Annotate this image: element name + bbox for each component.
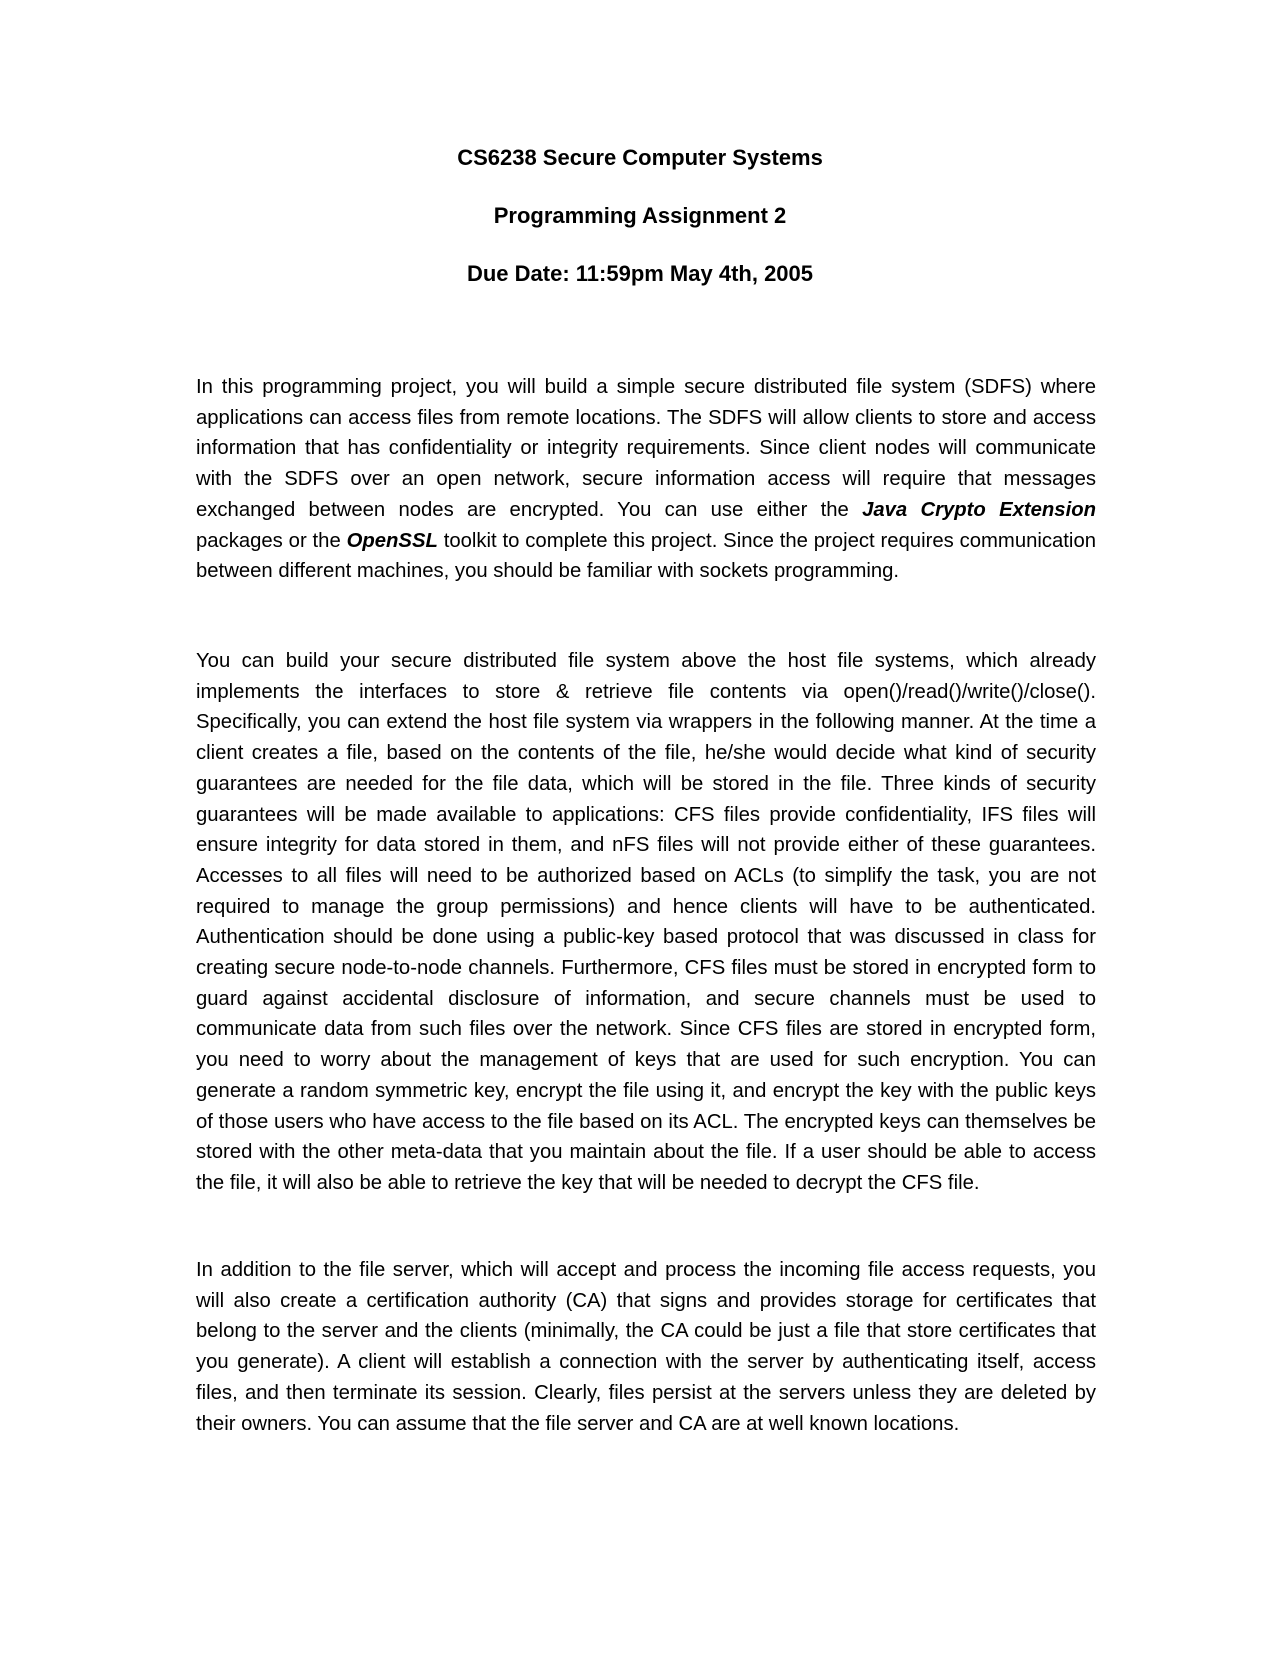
due-date: Due Date: 11:59pm May 4th, 2005 <box>466 261 814 286</box>
assignment-title: Programming Assignment 2 <box>493 203 787 228</box>
paragraph-intro-text-b: packages or the <box>196 529 347 552</box>
java-crypto-extension-term: Java Crypto Extension <box>862 498 1096 521</box>
paragraph-file-system: You can build your secure distributed file system above the host file systems, which already implements the interfaces to store & retrieve file contents via open()/read()/write()/close(). Specifically, you can extend the host file system via wrappers in the following manner. At the time a client creates a file, based on the contents of the file, he/she would decide what kind of security guarantees are needed for the file data, which will be stored in the file. Three kinds of security guarantees will be made available to applications: CFS files provide confidentiality, IFS files will ensure integrity for data stored in them, and nFS files will not provide either of these guarantees. Accesses to all files will need to be authorized based on ACLs (to simplify the task, you are not required to manage the group permissions) and hence clients will have to be authenticated. Authentication should be done using a public-key based protocol that was discussed in class for creating secure node-to-node channels. Furthermore, CFS files must be stored in encrypted form to guard against accidental disclosure of information, and secure channels must be used to communicate data from such files over the network. Since CFS files are stored in encrypted form, you need to worry about the management of keys that are used for such encryption. You can generate a random symmetric key, encrypt the file using it, and encrypt the key with the public keys of those users who have access to the file based on its ACL. The encrypted keys can themselves be stored with the other meta-data that you maintain about the file. If a user should be able to access the file, it will also be able to retrieve the key that will be needed to decrypt the CFS file. <box>196 650 1096 1194</box>
paragraph-certification-authority: In addition to the file server, which will accept and process the incoming file access requests, you will also create a certification authority (CA) that signs and provides storage for certificates that belong to the server and the clients (minimally, the CA could be just a file that store certificates that you generate). A client will establish a connection with the server by authenticating itself, access files, and then terminate its session. Clearly, files persist at the servers unless they are deleted by their owners. You can assume that the file server and CA are at well known locations. <box>196 1259 1096 1435</box>
openssl-term: OpenSSL <box>346 529 438 552</box>
paragraph-intro-text-c: toolkit to complete this project. Since the project requires communication between different machines, you should be familiar with sockets programming. <box>196 529 1096 583</box>
paragraph-intro <box>196 372 1096 587</box>
paragraph-intro-text-a: In this programming project, you will build a simple secure distributed file system (SDFS) where applications can access files from remote locations. The SDFS will allow clients to store and access information that has confidentiality or integrity requirements. Since client nodes will communicate with the SDFS over an open network, secure information access will require that messages exchanged between nodes are encrypted. You can use either the <box>196 376 1096 521</box>
course-title: CS6238 Secure Computer Systems <box>457 145 823 170</box>
